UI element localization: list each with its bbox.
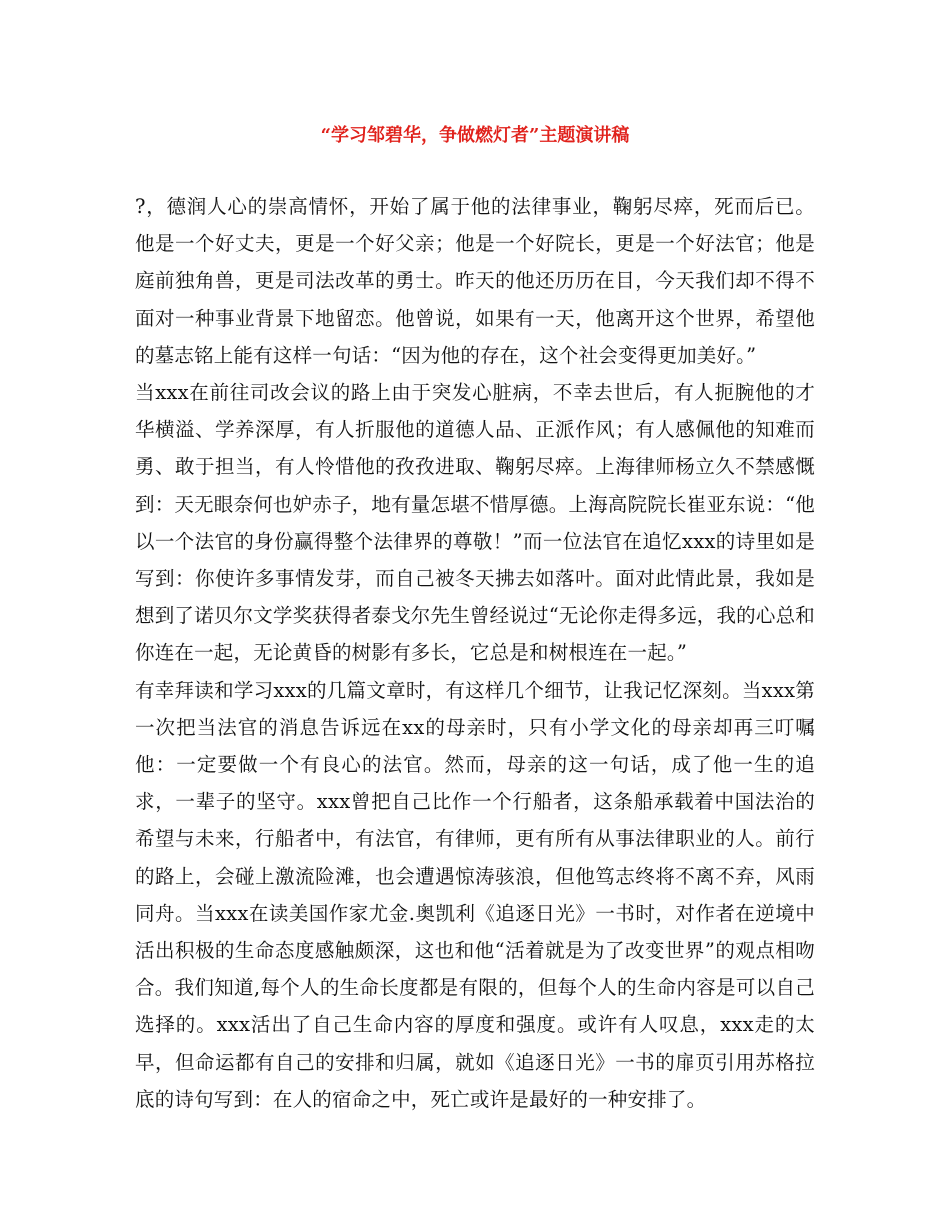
paragraph-3: 有幸拜读和学习xxx的几篇文章时，有这样几个细节，让我记忆深刻。当xxx第一次把当法官的消息告诉远在xx的母亲时，只有小学文化的母亲却再三叮嘱他：一定要做一个有良心的法官。然而，母亲的这一句话，成了他一生的追求，一辈子的坚守。xxx曾把自己比作一个行船者，这条船承载着中国法治的希望与未来，行船者中，有法官，有律师，更有所有从事法律职业的人。前行的路上，会碰上激流险滩，也会遭遇惊涛骇浪，但他笃志终将不离不弃，风雨同舟。当xxx在读美国作家尤金.奥凯利《追逐日光》一书时，对作者在逆境中活出积极的生命态度感触颇深，这也和他“活着就是为了改变世界”的观点相吻合。我们知道,每个人的生命长度都是有限的，但每个人的生命内容是可以自己选择的。xxx活出了自己生命内容的厚度和强度。或许有人叹息，xxx走的太早，但命运都有自己的安排和归属，就如《追逐日光》一书的扉页引用苏格拉底的诗句写到：在人的宿命之中，死亡或许是最好的一种安排了。 (135, 678, 815, 1111)
document-body (135, 188, 815, 1118)
paragraph-2: 当xxx在前往司改会议的路上由于突发心脏病，不幸去世后，有人扼腕他的才华横溢、学养深厚，有人折服他的道德人品、正派作风；有人感佩他的知难而勇、敢于担当，有人怜惜他的孜孜进取、鞠躬尽瘁。上海律师杨立久不禁感慨到：天无眼奈何也妒赤子，地有量怎堪不惜厚德。上海高院院长崔亚东说：“他以一个法官的身份赢得整个法律界的尊敬！”而一位法官在追忆xxx的诗里如是写到：你使许多事情发芽，而自己被冬天拂去如落叶。面对此情此景，我如是想到了诺贝尔文学奖获得者泰戈尔先生曾经说过“无论你走得多远，我的心总和你连在一起，无论黄昏的树影有多长，它总是和树根连在一起。” (135, 381, 815, 665)
paragraph-1: ?，德润人心的崇高情怀，开始了属于他的法律事业，鞠躬尽瘁，死而后已。他是一个好丈夫，更是一个好父亲；他是一个好院长，更是一个好法官；他是庭前独角兽，更是司法改革的勇士。昨天的他还历历在目，今天我们却不得不面对一种事业背景下地留恋。他曾说，如果有一天，他离开这个世界，希望他的墓志铭上能有这样一句话：“因为他的存在，这个社会变得更加美好。” (135, 195, 815, 367)
document-title: “学习邹碧华，争做燃灯者”主题演讲稿 (320, 125, 630, 146)
